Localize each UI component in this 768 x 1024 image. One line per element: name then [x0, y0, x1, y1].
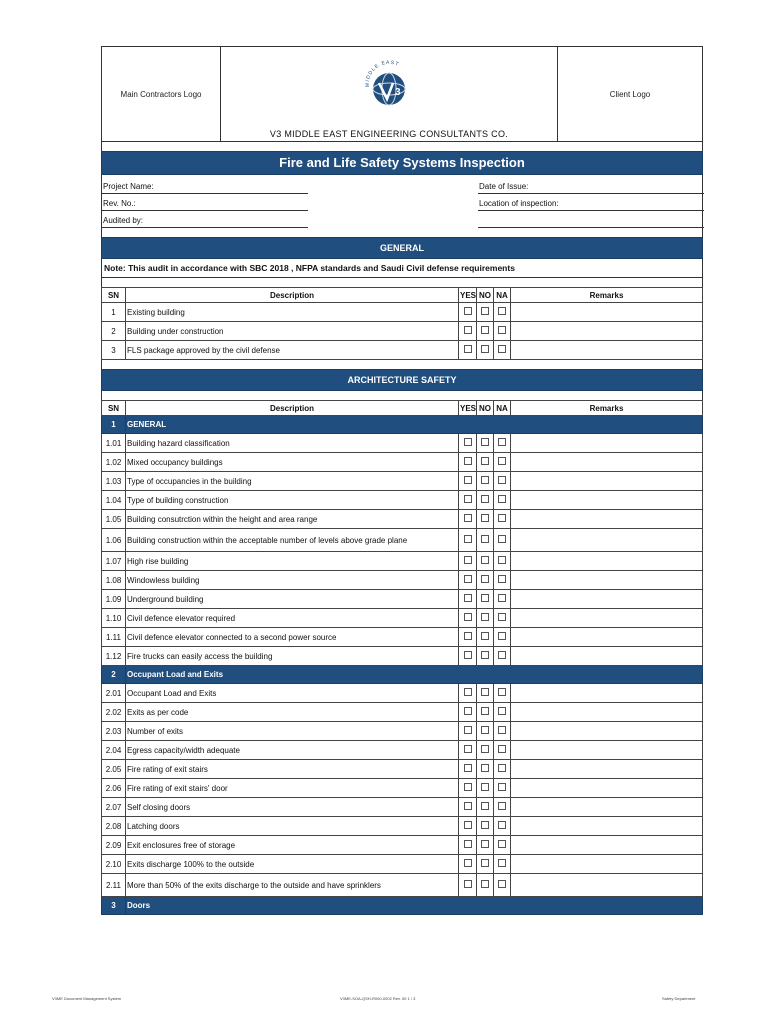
row-sn: 1.10 — [102, 609, 126, 628]
no-checkbox[interactable] — [481, 495, 489, 503]
no-checkbox-cell — [477, 341, 494, 360]
row-sn: 2.01 — [102, 684, 126, 703]
remarks-cell[interactable] — [511, 609, 703, 628]
architecture-table — [101, 400, 703, 915]
row-sn: 2.09 — [102, 836, 126, 855]
yes-checkbox-cell — [459, 434, 477, 453]
row-description: Type of occupancies in the building — [126, 472, 459, 491]
no-checkbox[interactable] — [481, 535, 489, 543]
yes-checkbox-cell — [459, 836, 477, 855]
na-checkbox[interactable] — [498, 783, 506, 791]
yes-checkbox-cell — [459, 491, 477, 510]
company-name: V3 MIDDLE EAST ENGINEERING CONSULTANTS CO. — [269, 129, 509, 139]
table-row — [102, 836, 703, 855]
no-checkbox-cell — [477, 817, 494, 836]
no-checkbox-cell — [477, 628, 494, 647]
row-sn: 1.02 — [102, 453, 126, 472]
yes-checkbox-cell — [459, 741, 477, 760]
row-sn: 2.06 — [102, 779, 126, 798]
no-checkbox[interactable] — [481, 594, 489, 602]
yes-checkbox[interactable] — [464, 345, 472, 353]
yes-checkbox-cell — [459, 722, 477, 741]
no-checkbox[interactable] — [481, 745, 489, 753]
no-checkbox[interactable] — [481, 345, 489, 353]
na-checkbox[interactable] — [498, 307, 506, 315]
yes-checkbox-cell — [459, 552, 477, 571]
general-table — [101, 287, 703, 360]
no-checkbox[interactable] — [481, 783, 489, 791]
no-checkbox[interactable] — [481, 764, 489, 772]
na-checkbox[interactable] — [498, 745, 506, 753]
row-sn: 1.04 — [102, 491, 126, 510]
no-checkbox[interactable] — [481, 438, 489, 446]
yes-checkbox[interactable] — [464, 726, 472, 734]
group-header-row — [102, 897, 703, 915]
row-description: Exit enclosures free of storage — [126, 836, 459, 855]
na-checkbox[interactable] — [498, 476, 506, 484]
footer-right: Safety Department — [662, 996, 696, 1001]
row-sn: 3 — [102, 341, 126, 360]
row-sn: 2.08 — [102, 817, 126, 836]
na-checkbox-cell — [494, 628, 511, 647]
remarks-cell[interactable] — [511, 303, 703, 322]
na-checkbox-cell — [494, 303, 511, 322]
date-of-issue-field[interactable]: Date of Issue: — [478, 180, 704, 194]
na-checkbox[interactable] — [498, 632, 506, 640]
remarks-cell[interactable] — [511, 855, 703, 874]
table-row — [102, 341, 703, 360]
na-checkbox[interactable] — [498, 556, 506, 564]
table-row — [102, 722, 703, 741]
row-sn: 2.10 — [102, 855, 126, 874]
na-checkbox-cell — [494, 836, 511, 855]
row-description: Type of building construction — [126, 491, 459, 510]
no-checkbox-cell — [477, 684, 494, 703]
yes-checkbox-cell — [459, 628, 477, 647]
na-checkbox[interactable] — [498, 594, 506, 602]
no-checkbox-cell — [477, 529, 494, 552]
table-row — [102, 571, 703, 590]
row-sn: 1.09 — [102, 590, 126, 609]
yes-checkbox[interactable] — [464, 556, 472, 564]
row-description: Building construction within the acceptable number of levels above grade plane — [126, 529, 459, 552]
remarks-cell[interactable] — [511, 571, 703, 590]
yes-checkbox[interactable] — [464, 840, 472, 848]
table-header: SN Description YES NO NA Remarks — [102, 288, 703, 303]
yes-checkbox[interactable] — [464, 514, 472, 522]
no-checkbox-cell — [477, 874, 494, 897]
yes-checkbox-cell — [459, 322, 477, 341]
table-row — [102, 453, 703, 472]
project-name-field[interactable]: Project Name: — [102, 180, 308, 194]
company-logo-cell — [221, 47, 557, 141]
row-description: Building under construction — [126, 322, 459, 341]
no-checkbox[interactable] — [481, 326, 489, 334]
no-checkbox-cell — [477, 855, 494, 874]
na-checkbox[interactable] — [498, 535, 506, 543]
na-checkbox-cell — [494, 647, 511, 666]
yes-checkbox-cell — [459, 472, 477, 491]
yes-checkbox-cell — [459, 529, 477, 552]
row-sn: 1.01 — [102, 434, 126, 453]
no-checkbox[interactable] — [481, 457, 489, 465]
form-title: Fire and Life Safety Systems Inspection — [101, 151, 703, 175]
table-row — [102, 760, 703, 779]
yes-checkbox-cell — [459, 798, 477, 817]
yes-checkbox-cell — [459, 571, 477, 590]
remarks-cell[interactable] — [511, 722, 703, 741]
row-sn: 2.11 — [102, 874, 126, 897]
no-checkbox[interactable] — [481, 688, 489, 696]
no-checkbox-cell — [477, 571, 494, 590]
na-checkbox[interactable] — [498, 495, 506, 503]
table-row — [102, 741, 703, 760]
table-row — [102, 855, 703, 874]
project-info — [101, 175, 703, 237]
table-row — [102, 609, 703, 628]
yes-checkbox[interactable] — [464, 326, 472, 334]
row-description: Fire trucks can easily access the building — [126, 647, 459, 666]
yes-checkbox[interactable] — [464, 880, 472, 888]
na-checkbox[interactable] — [498, 821, 506, 829]
row-description: Windowless building — [126, 571, 459, 590]
main-contractor-logo-placeholder: Main Contractors Logo — [102, 47, 221, 141]
yes-checkbox[interactable] — [464, 495, 472, 503]
yes-checkbox-cell — [459, 760, 477, 779]
yes-checkbox-cell — [459, 703, 477, 722]
row-description: Egress capacity/width adequate — [126, 741, 459, 760]
table-row — [102, 303, 703, 322]
yes-checkbox[interactable] — [464, 802, 472, 810]
table-row — [102, 472, 703, 491]
inspection-sheet — [101, 46, 703, 915]
row-sn: 2 — [102, 322, 126, 341]
no-checkbox-cell — [477, 510, 494, 529]
row-sn: 1.07 — [102, 552, 126, 571]
no-checkbox[interactable] — [481, 802, 489, 810]
row-description: Latching doors — [126, 817, 459, 836]
na-checkbox-cell — [494, 472, 511, 491]
yes-checkbox[interactable] — [464, 745, 472, 753]
na-checkbox[interactable] — [498, 707, 506, 715]
no-checkbox-cell — [477, 609, 494, 628]
remarks-cell[interactable] — [511, 510, 703, 529]
group-name: Doors — [126, 897, 703, 915]
na-checkbox-cell — [494, 491, 511, 510]
row-description: Exits as per code — [126, 703, 459, 722]
row-description: Exits discharge 100% to the outside — [126, 855, 459, 874]
na-checkbox[interactable] — [498, 688, 506, 696]
na-checkbox[interactable] — [498, 840, 506, 848]
svg-text:MIDDLE EAST: MIDDLE EAST — [364, 59, 401, 88]
row-description: Civil defence elevator connected to a second power source — [126, 628, 459, 647]
remarks-cell[interactable] — [511, 647, 703, 666]
yes-checkbox[interactable] — [464, 457, 472, 465]
na-checkbox-cell — [494, 434, 511, 453]
yes-checkbox[interactable] — [464, 651, 472, 659]
row-sn: 1.06 — [102, 529, 126, 552]
footer-center: V3ME-SOA-QSH-R000-0002 Rev. 00 1 / 3 — [340, 996, 416, 1001]
row-description: Fire rating of exit stairs — [126, 760, 459, 779]
remarks-cell[interactable] — [511, 434, 703, 453]
no-checkbox-cell — [477, 647, 494, 666]
remarks-cell[interactable] — [511, 590, 703, 609]
row-description: FLS package approved by the civil defense — [126, 341, 459, 360]
group-name: Occupant Load and Exits — [126, 666, 703, 684]
yes-checkbox-cell — [459, 341, 477, 360]
remarks-cell[interactable] — [511, 817, 703, 836]
yes-checkbox[interactable] — [464, 307, 472, 315]
yes-checkbox[interactable] — [464, 594, 472, 602]
na-checkbox-cell — [494, 341, 511, 360]
remarks-cell[interactable] — [511, 322, 703, 341]
no-checkbox-cell — [477, 434, 494, 453]
yes-checkbox[interactable] — [464, 476, 472, 484]
remarks-cell[interactable] — [511, 684, 703, 703]
remarks-cell[interactable] — [511, 453, 703, 472]
yes-checkbox[interactable] — [464, 821, 472, 829]
row-description: Building consutrction within the height and area range — [126, 510, 459, 529]
general-section-title: GENERAL — [101, 237, 703, 259]
row-description: Existing building — [126, 303, 459, 322]
table-row — [102, 510, 703, 529]
yes-checkbox-cell — [459, 453, 477, 472]
na-checkbox[interactable] — [498, 726, 506, 734]
table-row — [102, 529, 703, 552]
no-checkbox[interactable] — [481, 726, 489, 734]
yes-checkbox-cell — [459, 779, 477, 798]
row-description: Building hazard classification — [126, 434, 459, 453]
remarks-cell[interactable] — [511, 552, 703, 571]
table-row — [102, 817, 703, 836]
yes-checkbox[interactable] — [464, 632, 472, 640]
group-name: GENERAL — [126, 416, 703, 434]
na-checkbox[interactable] — [498, 438, 506, 446]
na-checkbox-cell — [494, 741, 511, 760]
no-checkbox-cell — [477, 552, 494, 571]
table-row — [102, 703, 703, 722]
no-checkbox[interactable] — [481, 632, 489, 640]
na-checkbox[interactable] — [498, 326, 506, 334]
table-header: SN Description YES NO NA Remarks — [102, 401, 703, 416]
row-sn: 2.05 — [102, 760, 126, 779]
yes-checkbox[interactable] — [464, 707, 472, 715]
client-logo-placeholder: Client Logo — [557, 47, 702, 141]
row-description: Number of exits — [126, 722, 459, 741]
remarks-cell[interactable] — [511, 341, 703, 360]
table-row — [102, 684, 703, 703]
no-checkbox[interactable] — [481, 880, 489, 888]
no-checkbox-cell — [477, 798, 494, 817]
na-checkbox[interactable] — [498, 880, 506, 888]
row-description: Mixed occupancy buildings — [126, 453, 459, 472]
row-sn: 1.11 — [102, 628, 126, 647]
blank-field[interactable] — [478, 214, 704, 228]
architecture-section-title: ARCHITECTURE SAFETY — [101, 369, 703, 391]
row-sn: 2.07 — [102, 798, 126, 817]
group-header-row — [102, 666, 703, 684]
na-checkbox-cell — [494, 817, 511, 836]
audit-note: Note: This audit in accordance with SBC 2018 , NFPA standards and Saudi Civil defense requirements — [101, 259, 703, 278]
remarks-cell[interactable] — [511, 529, 703, 552]
row-description: More than 50% of the exits discharge to the outside and have sprinklers — [126, 874, 459, 897]
no-checkbox-cell — [477, 760, 494, 779]
no-checkbox[interactable] — [481, 840, 489, 848]
row-description: Occupant Load and Exits — [126, 684, 459, 703]
no-checkbox[interactable] — [481, 514, 489, 522]
yes-checkbox-cell — [459, 647, 477, 666]
table-row — [102, 798, 703, 817]
na-checkbox-cell — [494, 798, 511, 817]
group-sn: 3 — [102, 897, 126, 915]
no-checkbox[interactable] — [481, 575, 489, 583]
no-checkbox[interactable] — [481, 556, 489, 564]
no-checkbox[interactable] — [481, 476, 489, 484]
yes-checkbox-cell — [459, 684, 477, 703]
row-sn: 1.03 — [102, 472, 126, 491]
remarks-cell[interactable] — [511, 798, 703, 817]
no-checkbox-cell — [477, 303, 494, 322]
table-row — [102, 552, 703, 571]
remarks-cell[interactable] — [511, 491, 703, 510]
row-sn: 2.03 — [102, 722, 126, 741]
remarks-cell[interactable] — [511, 760, 703, 779]
na-checkbox[interactable] — [498, 764, 506, 772]
document-header — [101, 46, 703, 142]
group-sn: 2 — [102, 666, 126, 684]
row-sn: 1 — [102, 303, 126, 322]
na-checkbox[interactable] — [498, 514, 506, 522]
na-checkbox-cell — [494, 322, 511, 341]
row-sn: 1.05 — [102, 510, 126, 529]
table-row — [102, 434, 703, 453]
table-row — [102, 322, 703, 341]
location-field[interactable]: Location of inspection: — [478, 197, 704, 211]
row-sn: 2.02 — [102, 703, 126, 722]
yes-checkbox-cell — [459, 817, 477, 836]
na-checkbox-cell — [494, 571, 511, 590]
yes-checkbox-cell — [459, 874, 477, 897]
na-checkbox[interactable] — [498, 575, 506, 583]
na-checkbox-cell — [494, 684, 511, 703]
yes-checkbox[interactable] — [464, 859, 472, 867]
svg-text:3: 3 — [395, 87, 401, 98]
na-checkbox[interactable] — [498, 651, 506, 659]
group-sn: 1 — [102, 416, 126, 434]
no-checkbox[interactable] — [481, 707, 489, 715]
remarks-cell[interactable] — [511, 741, 703, 760]
no-checkbox-cell — [477, 741, 494, 760]
yes-checkbox[interactable] — [464, 535, 472, 543]
remarks-cell[interactable] — [511, 779, 703, 798]
yes-checkbox-cell — [459, 855, 477, 874]
no-checkbox-cell — [477, 472, 494, 491]
no-checkbox-cell — [477, 590, 494, 609]
na-checkbox-cell — [494, 855, 511, 874]
row-description: Civil defence elevator required — [126, 609, 459, 628]
row-sn: 2.04 — [102, 741, 126, 760]
table-row — [102, 590, 703, 609]
row-sn: 1.08 — [102, 571, 126, 590]
group-header-row — [102, 416, 703, 434]
rev-no-field[interactable]: Rev. No.: — [102, 197, 308, 211]
remarks-cell[interactable] — [511, 874, 703, 897]
yes-checkbox[interactable] — [464, 783, 472, 791]
table-row — [102, 491, 703, 510]
row-description: Fire rating of exit stairs' door — [126, 779, 459, 798]
yes-checkbox-cell — [459, 303, 477, 322]
no-checkbox[interactable] — [481, 821, 489, 829]
remarks-cell[interactable] — [511, 472, 703, 491]
na-checkbox[interactable] — [498, 345, 506, 353]
no-checkbox-cell — [477, 722, 494, 741]
no-checkbox-cell — [477, 491, 494, 510]
table-row — [102, 647, 703, 666]
yes-checkbox[interactable] — [464, 613, 472, 621]
na-checkbox[interactable] — [498, 859, 506, 867]
table-row — [102, 779, 703, 798]
audited-by-field[interactable]: Audited by: — [102, 214, 308, 228]
remarks-cell[interactable] — [511, 628, 703, 647]
remarks-cell[interactable] — [511, 703, 703, 722]
row-sn: 1.12 — [102, 647, 126, 666]
na-checkbox-cell — [494, 760, 511, 779]
no-checkbox[interactable] — [481, 651, 489, 659]
na-checkbox-cell — [494, 722, 511, 741]
no-checkbox-cell — [477, 836, 494, 855]
no-checkbox[interactable] — [481, 307, 489, 315]
na-checkbox-cell — [494, 609, 511, 628]
na-checkbox-cell — [494, 703, 511, 722]
row-description: Underground building — [126, 590, 459, 609]
yes-checkbox[interactable] — [464, 575, 472, 583]
remarks-cell[interactable] — [511, 836, 703, 855]
no-checkbox-cell — [477, 322, 494, 341]
row-description: Self closing doors — [126, 798, 459, 817]
yes-checkbox[interactable] — [464, 688, 472, 696]
v3-globe-logo-icon — [359, 57, 419, 113]
na-checkbox-cell — [494, 874, 511, 897]
no-checkbox-cell — [477, 453, 494, 472]
no-checkbox-cell — [477, 703, 494, 722]
yes-checkbox[interactable] — [464, 764, 472, 772]
na-checkbox-cell — [494, 453, 511, 472]
na-checkbox-cell — [494, 779, 511, 798]
na-checkbox[interactable] — [498, 802, 506, 810]
na-checkbox-cell — [494, 510, 511, 529]
table-row — [102, 628, 703, 647]
na-checkbox[interactable] — [498, 457, 506, 465]
yes-checkbox-cell — [459, 609, 477, 628]
na-checkbox[interactable] — [498, 613, 506, 621]
no-checkbox[interactable] — [481, 613, 489, 621]
row-description: High rise building — [126, 552, 459, 571]
na-checkbox-cell — [494, 590, 511, 609]
no-checkbox[interactable] — [481, 859, 489, 867]
na-checkbox-cell — [494, 529, 511, 552]
footer-left: V3ME Document Management System — [52, 996, 122, 1001]
yes-checkbox[interactable] — [464, 438, 472, 446]
yes-checkbox-cell — [459, 590, 477, 609]
no-checkbox-cell — [477, 779, 494, 798]
yes-checkbox-cell — [459, 510, 477, 529]
na-checkbox-cell — [494, 552, 511, 571]
table-row — [102, 874, 703, 897]
